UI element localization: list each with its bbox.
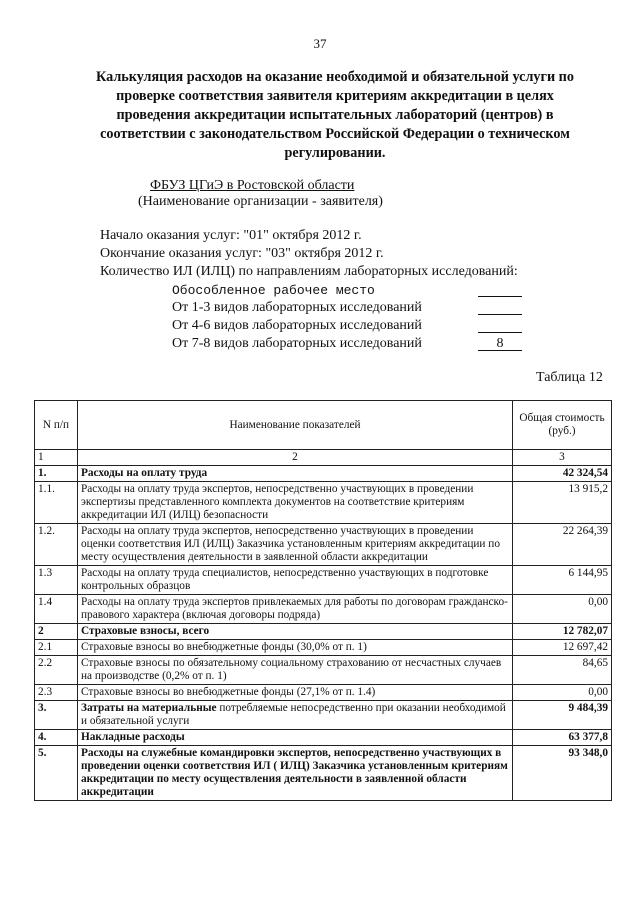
row-name: Страховые взносы, всего — [78, 624, 513, 640]
page-number: 37 — [313, 36, 327, 51]
row-number: 3. — [35, 701, 78, 730]
row-number: 1.3 — [35, 566, 78, 595]
row-number: 2.1 — [35, 640, 78, 656]
organization-caption: (Наименование организации - заявителя) — [138, 194, 383, 209]
table-row — [35, 524, 612, 566]
row-number: 1.2. — [35, 524, 78, 566]
service-start: Начало оказания услуг: "01" октября 2012 г. — [100, 228, 362, 243]
table-row — [35, 685, 612, 701]
row-value: 93 348,0 — [513, 746, 612, 801]
table-column-numbers-row — [35, 450, 612, 466]
col-number-1: 1 — [35, 450, 78, 466]
table-row — [35, 595, 612, 624]
row-value: 12 697,42 — [513, 640, 612, 656]
header-name: Наименование показателей — [78, 401, 513, 450]
row-name: Расходы на оплату труда экспертов привлекаемых для работы по договорам гражданско-правового характера (включая договоры подряда) — [78, 595, 513, 624]
line-7-8-types: От 7-8 видов лабораторных исследований — [172, 336, 422, 351]
row-number: 2.3 — [35, 685, 78, 701]
row-name: Расходы на оплату труда специалистов, непосредственно участвующих в подготовке контрольных образцов — [78, 566, 513, 595]
row-name: Расходы на служебные командировки экспертов, непосредственно участвующих в проведении оценки соответствия ИЛ ( ИЛЦ) Заказчика установленным критериям аккредитации по месту осуществления деятельности в заявленной области аккредитации — [78, 746, 513, 801]
table-row — [35, 482, 612, 524]
row-value: 13 915,2 — [513, 482, 612, 524]
row-number: 2.2 — [35, 656, 78, 685]
row-value: 22 264,39 — [513, 524, 612, 566]
line-4-6-types-value — [478, 318, 522, 333]
row-number: 2 — [35, 624, 78, 640]
line-separate-workplace: Обособленное рабочее место — [172, 283, 375, 298]
row-number: 1. — [35, 466, 78, 482]
table-header-row — [35, 401, 612, 450]
row-number: 5. — [35, 746, 78, 801]
row-name: Затраты на материальные потребляемые непосредственно при оказании необходимой и обязательной услуги — [78, 701, 513, 730]
line-separate-workplace-value — [478, 282, 522, 297]
table-row — [35, 701, 612, 730]
table-row — [35, 624, 612, 640]
line-1-3-types: От 1-3 видов лабораторных исследований — [172, 300, 422, 315]
line-7-8-types-value: 8 — [478, 336, 522, 351]
table-body — [35, 466, 612, 801]
organization-name-text: ФБУЗ ЦГиЭ в Ростовской области — [150, 178, 355, 193]
row-name: Страховые взносы во внебюджетные фонды (30,0% от п. 1) — [78, 640, 513, 656]
row-value: 42 324,54 — [513, 466, 612, 482]
row-value: 0,00 — [513, 685, 612, 701]
row-value: 12 782,07 — [513, 624, 612, 640]
row-name: Накладные расходы — [78, 730, 513, 746]
header-cost: Общая стоимость (руб.) — [513, 401, 612, 450]
document-title: Калькуляция расходов на оказание необходимой и обязательной услуги по проверке соответствия заявителя критериям аккредитации в целях проведения аккредитации испытательных лабораторий (центров) в соответствии с законодательством Российской Федерации о техническом регулировании. — [96, 69, 574, 161]
table-row — [35, 466, 612, 482]
row-name: Расходы на оплату труда экспертов, непосредственно участвующих в проведении оценки соответствия ИЛ (ИЛЦ) Заказчика установленным критериям аккредитации по месту осуществления деятельности в заявленной области аккредитации — [78, 524, 513, 566]
service-end: Окончание оказания услуг: "03" октября 2012 г. — [100, 246, 384, 261]
row-number: 4. — [35, 730, 78, 746]
row-number: 1.4 — [35, 595, 78, 624]
organization-name — [150, 178, 354, 194]
lab-count-label: Количество ИЛ (ИЛЦ) по направлениям лабораторных исследований: — [100, 264, 518, 279]
table-label: Таблица 12 — [536, 370, 603, 385]
table-row — [35, 746, 612, 801]
header-number: N п/п — [35, 401, 78, 450]
table-row — [35, 566, 612, 595]
row-name: Страховые взносы во внебюджетные фонды (27,1% от п. 1.4) — [78, 685, 513, 701]
row-value: 6 144,95 — [513, 566, 612, 595]
row-name-bold-part: Затраты на материальные — [81, 702, 217, 714]
row-name: Страховые взносы по обязательному социальному страхованию от несчастных случаев на производстве (0,2% от п. 1) — [78, 656, 513, 685]
row-value: 0,00 — [513, 595, 612, 624]
row-value: 9 484,39 — [513, 701, 612, 730]
line-4-6-types: От 4-6 видов лабораторных исследований — [172, 318, 422, 333]
line-1-3-types-value — [478, 300, 522, 315]
table-row — [35, 640, 612, 656]
row-number: 1.1. — [35, 482, 78, 524]
table-row — [35, 656, 612, 685]
row-value: 84,65 — [513, 656, 612, 685]
table-row — [35, 730, 612, 746]
col-number-3: 3 — [513, 450, 612, 466]
row-value: 63 377,8 — [513, 730, 612, 746]
row-name: Расходы на оплату труда экспертов, непосредственно участвующих в проведении экспертизы представленного комплекта документов на соответствие критериям аккредитации ИЛ (ИЛЦ) безопасности — [78, 482, 513, 524]
row-name: Расходы на оплату труда — [78, 466, 513, 482]
col-number-2: 2 — [78, 450, 513, 466]
cost-table — [34, 400, 612, 801]
